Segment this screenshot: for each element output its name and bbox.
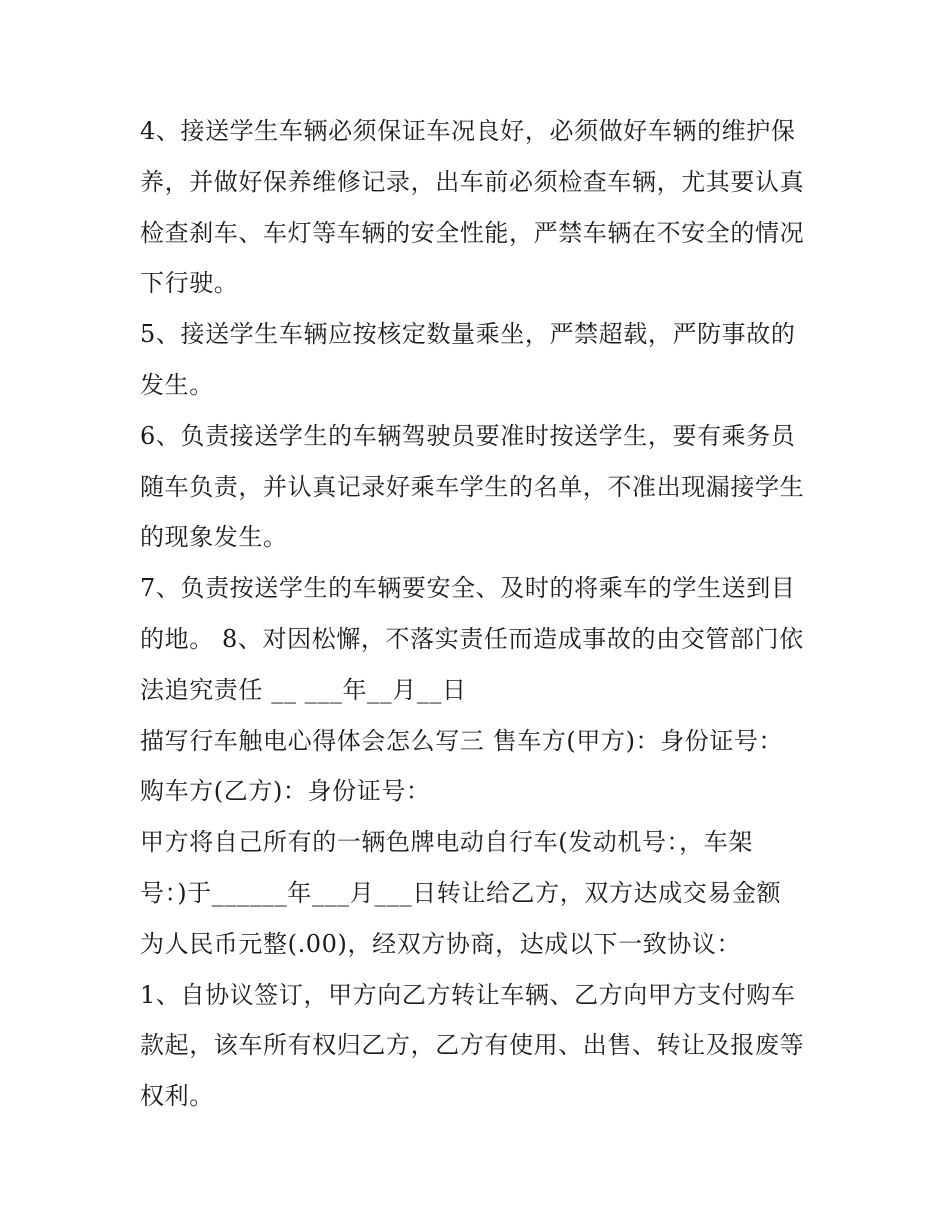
text-line: 甲方将自己所有的一辆色牌电动自行车(发动机号：，车架 [140, 828, 753, 857]
text-line: 购车方(乙方)：身份证号： [140, 777, 431, 806]
text-line: 的现象发生。 [140, 523, 288, 552]
text-line: 的地。 8、对因松懈，不落实责任而造成事故的由交管部门依 [140, 624, 804, 653]
text-line: 4、接送学生车辆必须保证车况良好，必须做好车辆的维护保 [140, 117, 796, 145]
text-line: 养，并做好保养维修记录，出车前必须检查车辆，尤其要认真 [140, 167, 805, 196]
text-line: 为人民币元整(.00)，经双方协商，达成以下一致协议： [140, 929, 742, 958]
text-line: 检查刹车、车灯等车辆的安全性能，严禁车辆在不安全的情况 [140, 218, 805, 247]
text-line: 发生。 [140, 370, 214, 399]
document-body [140, 106, 820, 1122]
text-line: 7、负责按送学生的车辆要安全、及时的将乘车的学生送到目 [140, 574, 796, 603]
text-line: 1、自协议签订，甲方向乙方转让车辆、乙方向甲方支付购车 [140, 980, 796, 1009]
text-line: 随车负责，并认真记录好乘车学生的名单，不准出现漏接学生 [140, 472, 805, 501]
text-line: 款起，该车所有权归乙方，乙方有使用、出售、转让及报废等 [140, 1031, 805, 1060]
text-line: 权利。 [140, 1082, 214, 1111]
text-line: 下行驶。 [140, 269, 239, 298]
text-line: 法追究责任 __ ___年__月__日 [140, 675, 467, 704]
text-line: 号：)于______年___月___日转让给乙方，双方达成交易金额 [140, 878, 782, 907]
text-line: 5、接送学生车辆应按核定数量乘坐，严禁超载，严防事故的 [140, 320, 796, 349]
text-line: 描写行车触电心得体会怎么写三 售车方(甲方)：身份证号： [140, 726, 784, 755]
text-line: 6、负责接送学生的车辆驾驶员要准时按送学生，要有乘务员 [140, 421, 796, 450]
